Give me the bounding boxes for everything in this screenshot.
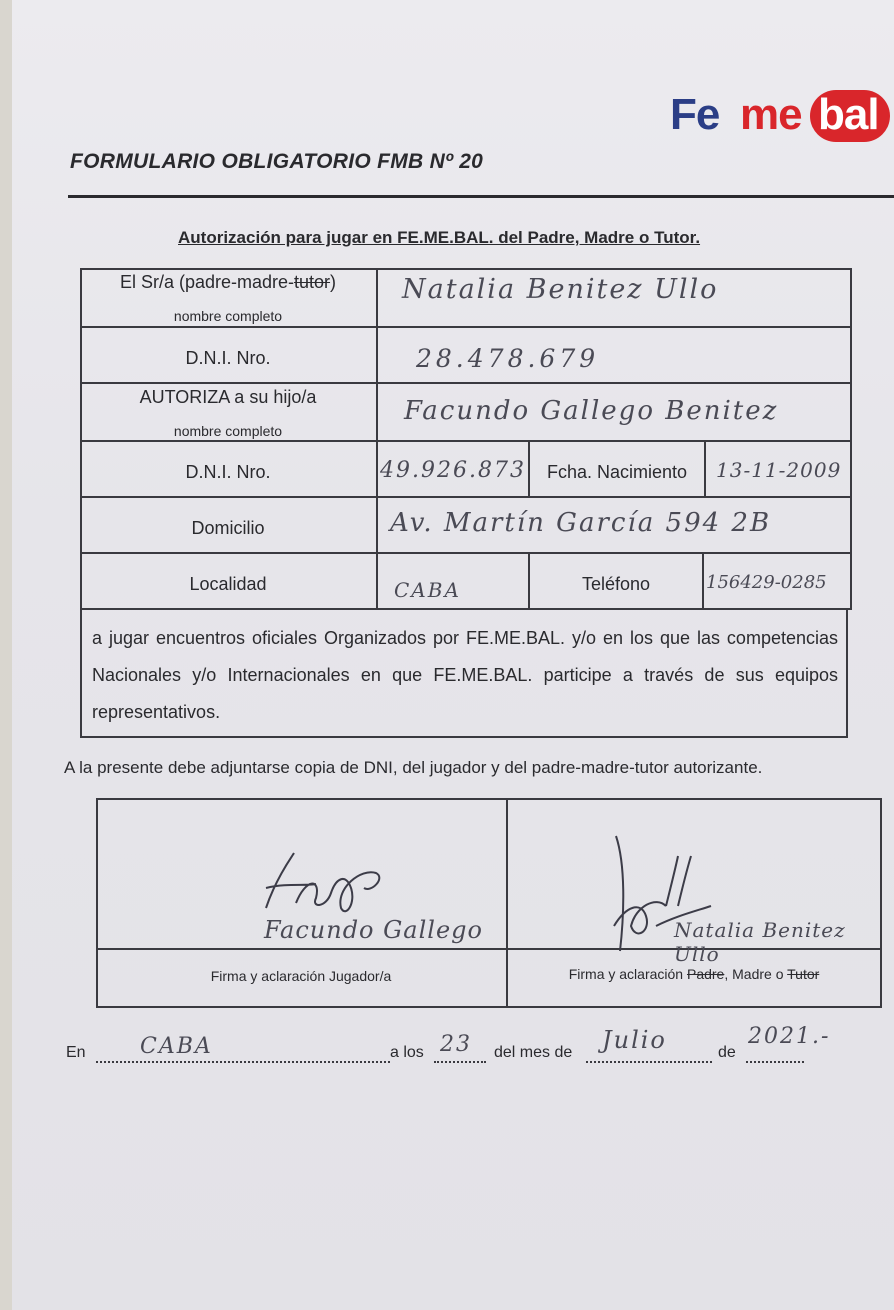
form-subtitle: Autorización para jugar en FE.ME.BAL. del Padre, Madre o Tutor.	[178, 228, 701, 247]
parent-label-post: )	[330, 272, 337, 292]
parent-dni-value: 28.478.679	[416, 344, 600, 373]
authorization-paragraph: a jugar encuentros oficiales Organizados por FE.ME.BAL. y/o en los que las competencias Nacionales y/o Internacionales en que FE.ME.BAL. participe a través de sus equipos representativos.	[92, 628, 838, 722]
row-divider	[80, 608, 852, 610]
form-title: FORMULARIO OBLIGATORIO FMB Nº 20	[70, 150, 484, 173]
month-value: Julio	[602, 1026, 667, 1054]
column-divider-phone	[702, 552, 704, 610]
day-dots	[434, 1060, 486, 1063]
month-dots	[586, 1060, 712, 1063]
row-divider	[80, 326, 852, 328]
autoriza-label: AUTORIZA a su hijo/a	[139, 387, 317, 407]
table-border-left	[80, 268, 82, 738]
place-value: CABA	[140, 1034, 213, 1059]
en-label: En	[66, 1044, 86, 1061]
child-dni-label: D.N.I. Nro.	[185, 462, 271, 482]
column-divider-birth	[704, 440, 706, 498]
column-divider	[376, 268, 378, 608]
phone-value: 156429-0285	[706, 572, 827, 593]
de-label: de	[718, 1044, 736, 1061]
child-dni-value: 49.926.873	[380, 458, 526, 483]
table-border-top	[80, 268, 852, 270]
sig-border-right	[880, 798, 882, 1008]
date-line	[66, 1024, 866, 1090]
sig-border-bottom	[96, 1006, 882, 1008]
parent-sublabel: nombre completo	[173, 308, 283, 324]
row-divider	[80, 552, 852, 554]
parent-printed-name: Natalia Benitez Ullo	[674, 918, 846, 966]
parent-label-padre: padre	[184, 272, 231, 292]
place-dots	[96, 1060, 390, 1063]
signature-box	[96, 798, 882, 1008]
child-name-value: Facundo Gallego Benitez	[404, 396, 779, 426]
phone-label: Teléfono	[581, 574, 651, 594]
sig-border-top	[96, 798, 882, 800]
logo-part-fe: Fe	[670, 90, 720, 139]
logo-part-me: me	[740, 90, 802, 139]
parent-label	[80, 272, 376, 293]
parent-signature-caption	[508, 966, 880, 982]
address-value: Av. Martín García 594 2B	[390, 508, 772, 538]
parent-name-value: Natalia Benitez Ullo	[402, 274, 719, 305]
parent-dni-label: D.N.I. Nro.	[185, 348, 271, 368]
parent-label-tutor: tutor	[294, 272, 331, 292]
a-los-label: a los	[390, 1044, 424, 1061]
femebal-logo	[670, 88, 892, 148]
row-divider	[80, 382, 852, 384]
year-value: 2021.-	[748, 1024, 831, 1049]
parent-label-mid: -madre-	[231, 272, 295, 292]
birth-date-label: Fcha. Nacimiento	[546, 462, 688, 482]
header-rule	[68, 195, 894, 198]
table-border-right-top	[850, 268, 852, 608]
day-value: 23	[440, 1032, 472, 1057]
address-label: Domicilio	[191, 518, 265, 538]
parent-caption-pre: Firma y aclaración	[568, 966, 687, 982]
player-signature-caption: Firma y aclaración Jugador/a	[210, 968, 392, 984]
parent-caption-tutor: Tutor	[787, 966, 820, 982]
parent-caption-mid: , Madre o	[724, 966, 788, 982]
player-printed-name: Facundo Gallego	[264, 916, 483, 944]
logo-part-bal: bal	[818, 90, 879, 139]
birth-date-value: 13-11-2009	[716, 458, 842, 482]
city-label: Localidad	[189, 574, 267, 594]
year-dots	[746, 1060, 804, 1063]
table-border-right-bottom	[846, 608, 848, 738]
city-value: CABA	[394, 578, 461, 602]
child-sublabel: nombre completo	[173, 423, 283, 439]
parent-caption-padre: Padre	[686, 966, 725, 982]
row-divider	[80, 496, 852, 498]
table-border-bottom	[80, 736, 848, 738]
parent-label-pre: El Sr/a (	[119, 272, 185, 292]
attachment-note: A la presente debe adjuntarse copia de DNI, del jugador y del padre-madre-tutor autorizante.	[64, 758, 763, 777]
mes-label: del mes de	[494, 1044, 573, 1061]
authorization-table	[80, 268, 852, 738]
row-divider	[80, 440, 852, 442]
